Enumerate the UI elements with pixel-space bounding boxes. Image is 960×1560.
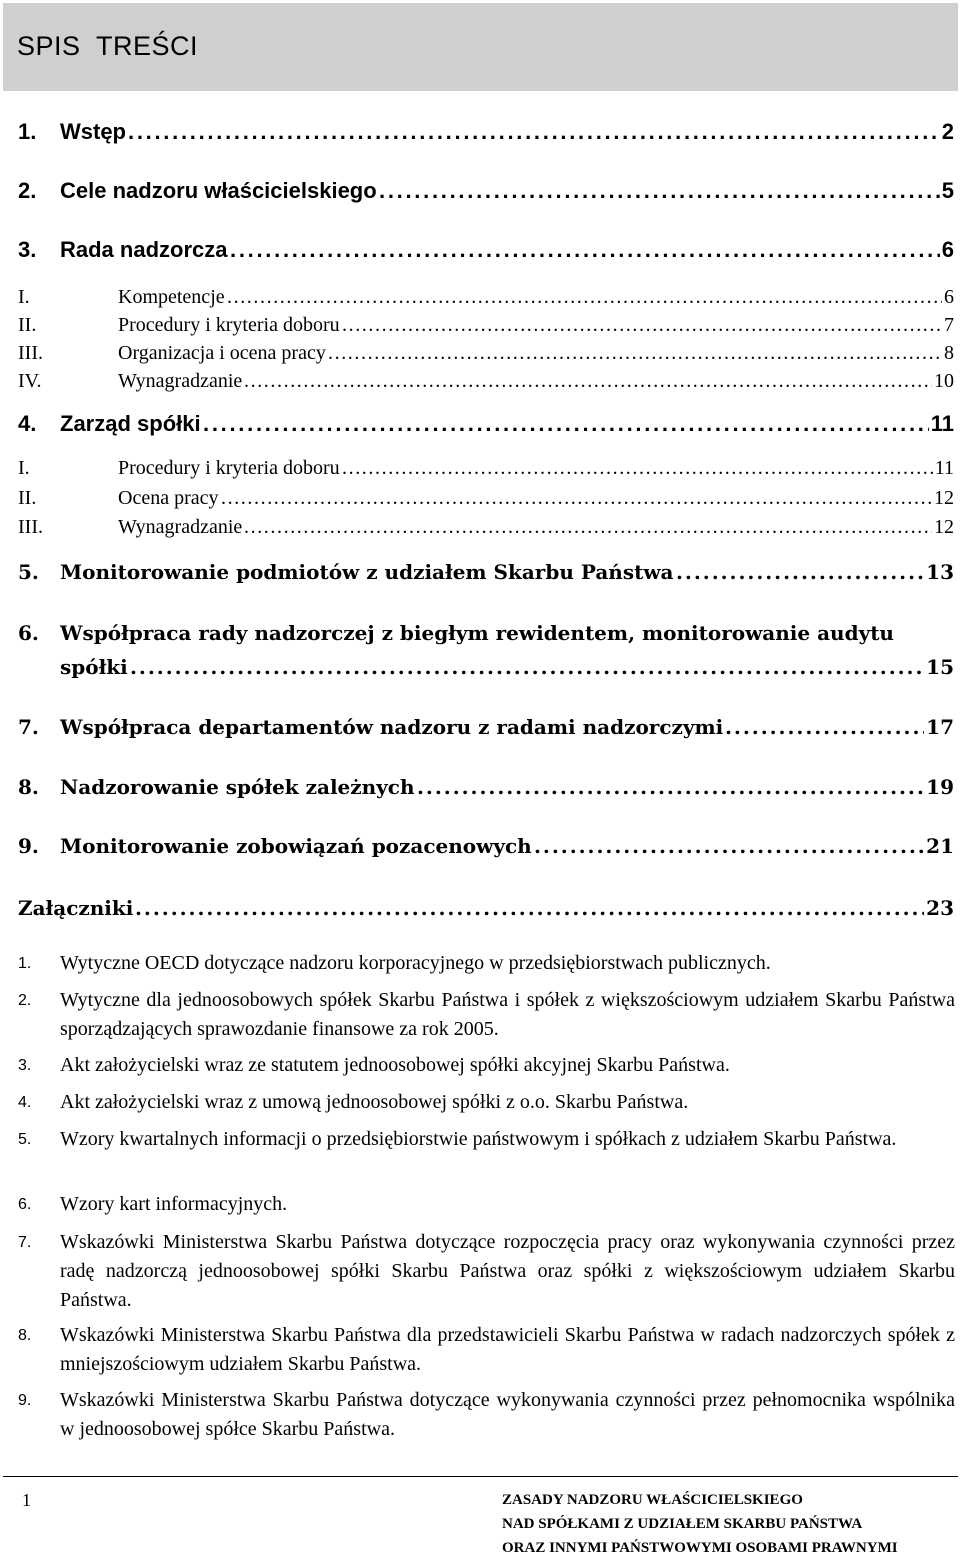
toc-entry[interactable]	[0, 893, 960, 923]
toc-leader-dots	[227, 282, 942, 312]
annex-number: 9.	[18, 1392, 32, 1409]
toc-entry-title: Organizacja i ocena pracy	[118, 342, 326, 364]
toc-entry-number: 8.	[18, 775, 39, 799]
toc-entry-page: 6	[944, 286, 954, 308]
toc-entry[interactable]	[0, 310, 960, 340]
toc-entry-page: 11	[934, 457, 954, 479]
toc-entry-title: Nadzorowanie spółek zależnych	[60, 775, 415, 799]
toc-leader-dots	[203, 409, 929, 439]
annex-number: 8.	[18, 1327, 32, 1344]
toc-entry-number: 2.	[18, 178, 37, 203]
toc-entry[interactable]	[0, 366, 960, 396]
annex-number: 5.	[18, 1131, 32, 1148]
footer-title-line: ZASADY NADZORU WŁAŚCICIELSKIEGO	[502, 1492, 803, 1508]
toc-entry-number: 7.	[18, 715, 39, 739]
toc-entry-title: Wstęp	[60, 119, 126, 144]
annex-text: Akt założycielski wraz ze statutem jednoosobowej spółki akcyjnej Skarbu Państwa.	[60, 1054, 730, 1076]
toc-entry-title: Wynagradzanie	[118, 370, 243, 392]
annex-number: 7.	[18, 1234, 32, 1251]
toc-leader-dots	[342, 453, 933, 483]
annex-text: Wytyczne dla jednoosobowych spółek Skarbu Państwa i spółek z większościowym udziałem Skarbu Państwa sporządzających sprawozdanie finansowe za rok 2005.	[60, 989, 955, 1040]
toc-entry-number: I.	[18, 457, 30, 479]
toc-entry-number: II.	[18, 314, 37, 336]
toc-entry[interactable]	[0, 176, 960, 206]
annex-number: 2.	[18, 992, 32, 1009]
toc-entry-number: III.	[18, 342, 43, 364]
toc-entry-page: 19	[926, 775, 954, 799]
annex-text: Wskazówki Ministerstwa Skarbu Państwa dotyczące rozpoczęcia pracy oraz wykonywania czynności przez radę nadzorczą jednoosobowej spółki Skarbu Państwa oraz spółki z większościowym udziałem Skarbu Państwa.	[60, 1231, 955, 1311]
toc-entry-number: 6.	[18, 621, 39, 645]
annex-number: 3.	[18, 1057, 32, 1074]
toc-entry-page: 12	[934, 516, 954, 538]
page-title: SPIS TREŚCI	[17, 31, 199, 61]
toc-entry-page: 17	[926, 715, 954, 739]
annex-text: Wskazówki Ministerstwa Skarbu Państwa dla przedstawicieli Skarbu Państwa w radach nadzorczych spółek z mniejszościowym udziałem Skarbu Państwa.	[60, 1324, 955, 1375]
toc-entry-page: 15	[926, 655, 954, 679]
toc-entry-title: Procedury i kryteria doboru	[118, 314, 340, 336]
toc-entry-page: 8	[944, 342, 954, 364]
toc-entry[interactable]	[0, 557, 960, 587]
toc-entry-page: 21	[926, 834, 954, 858]
annex-number: 4.	[18, 1094, 32, 1111]
toc-leader-dots	[230, 235, 940, 265]
toc-entry-title: Monitorowanie zobowiązań pozacenowych	[60, 834, 532, 858]
toc-entry[interactable]	[0, 831, 960, 861]
toc-entry-page: 12	[934, 487, 954, 509]
toc-entry-title: spółki	[60, 655, 128, 679]
toc-entry-number: 4.	[18, 411, 37, 436]
toc-entry-number: IV.	[18, 370, 42, 392]
annex-text: Wzory kwartalnych informacji o przedsiębiorstwie państwowym i spółkach z udziałem Skarbu Państwa.	[60, 1128, 897, 1150]
toc-entry[interactable]	[0, 282, 960, 312]
toc-entry-page: 23	[926, 896, 954, 920]
toc-entry-page: 2	[941, 119, 954, 144]
toc-entry[interactable]	[0, 772, 960, 802]
footer-page-number: 1	[22, 1490, 31, 1510]
toc-entry-title: Procedury i kryteria doboru	[118, 457, 340, 479]
toc-entry-number: 5.	[18, 560, 39, 584]
toc-entry[interactable]	[0, 453, 960, 483]
footer-title-line: ORAZ INNYMI PAŃSTWOWYMI OSOBAMI PRAWNYMI	[502, 1540, 898, 1556]
toc-entry[interactable]	[0, 117, 960, 147]
toc-entry[interactable]	[0, 338, 960, 368]
toc-entry-page: 6	[941, 237, 954, 262]
toc-entry-page: 10	[934, 370, 954, 392]
toc-entry[interactable]	[0, 618, 960, 648]
toc-entry-title: Cele nadzoru właścicielskiego	[60, 178, 377, 203]
toc-entry-title: Wynagradzanie	[118, 516, 243, 538]
toc-entry-title: Współpraca rady nadzorczej z biegłym rewidentem, monitorowanie audytu	[60, 621, 894, 645]
annex-number: 6.	[18, 1196, 32, 1213]
annex-text: Wskazówki Ministerstwa Skarbu Państwa dotyczące wykonywania czynności przez pełnomocnika wspólnika w jednoosobowej spółce Skarbu Państwa.	[60, 1389, 955, 1440]
toc-entry-number: 3.	[18, 237, 37, 262]
toc-leader-dots	[328, 338, 942, 368]
toc-entry-title: Kompetencje	[118, 286, 225, 308]
toc-entry-page: 13	[926, 560, 954, 584]
toc-entry-title: Załączniki	[18, 896, 134, 920]
toc-entry-number: II.	[18, 487, 37, 509]
toc-leader-dots	[244, 366, 932, 396]
toc-entry[interactable]	[0, 235, 960, 265]
toc-leader-dots	[342, 310, 942, 340]
toc-entry-page: 7	[944, 314, 954, 336]
toc-leader-dots	[534, 831, 924, 861]
toc-entry-number: I.	[18, 286, 30, 308]
toc-leader-dots	[221, 483, 932, 513]
annex-text: Akt założycielski wraz z umową jednoosobowej spółki z o.o. Skarbu Państwa.	[60, 1091, 689, 1113]
footer-divider	[3, 1476, 958, 1477]
footer-document-title	[502, 1488, 898, 1560]
toc-entry-number: III.	[18, 516, 43, 538]
toc-leader-dots	[244, 512, 932, 542]
toc-entry-title: Współpraca departamentów nadzoru z radami nadzorczymi	[60, 715, 724, 739]
annex-text: Wzory kart informacyjnych.	[60, 1193, 288, 1215]
annex-text: Wytyczne OECD dotyczące nadzoru korporacyjnego w przedsiębiorstwach publicznych.	[60, 952, 771, 974]
toc-leader-dots	[725, 712, 924, 742]
toc-leader-dots	[417, 772, 924, 802]
toc-leader-dots	[135, 893, 924, 923]
toc-leader-dots	[130, 652, 924, 682]
toc-entry-page: 11	[930, 411, 954, 436]
toc-header	[3, 3, 958, 91]
toc-entry-number: 1.	[18, 119, 37, 144]
toc-entry-title: Rada nadzorcza	[60, 237, 228, 262]
toc-entry-title: Zarząd spółki	[60, 411, 201, 436]
toc-leader-dots	[676, 557, 924, 587]
toc-leader-dots	[128, 117, 940, 147]
toc-entry-title: Monitorowanie podmiotów z udziałem Skarbu Państwa	[60, 560, 674, 584]
annex-number: 1.	[18, 955, 32, 972]
toc-entry[interactable]	[0, 483, 960, 513]
toc-entry-number: 9.	[18, 834, 39, 858]
toc-entry[interactable]	[0, 512, 960, 542]
toc-entry-title: Ocena pracy	[118, 487, 219, 509]
toc-leader-dots	[379, 176, 940, 206]
toc-entry[interactable]	[0, 652, 960, 682]
toc-entry[interactable]	[0, 409, 960, 439]
toc-entry[interactable]	[0, 712, 960, 742]
footer-title-line: NAD SPÓŁKAMI Z UDZIAŁEM SKARBU PAŃSTWA	[502, 1516, 863, 1532]
toc-entry-page: 5	[941, 178, 954, 203]
